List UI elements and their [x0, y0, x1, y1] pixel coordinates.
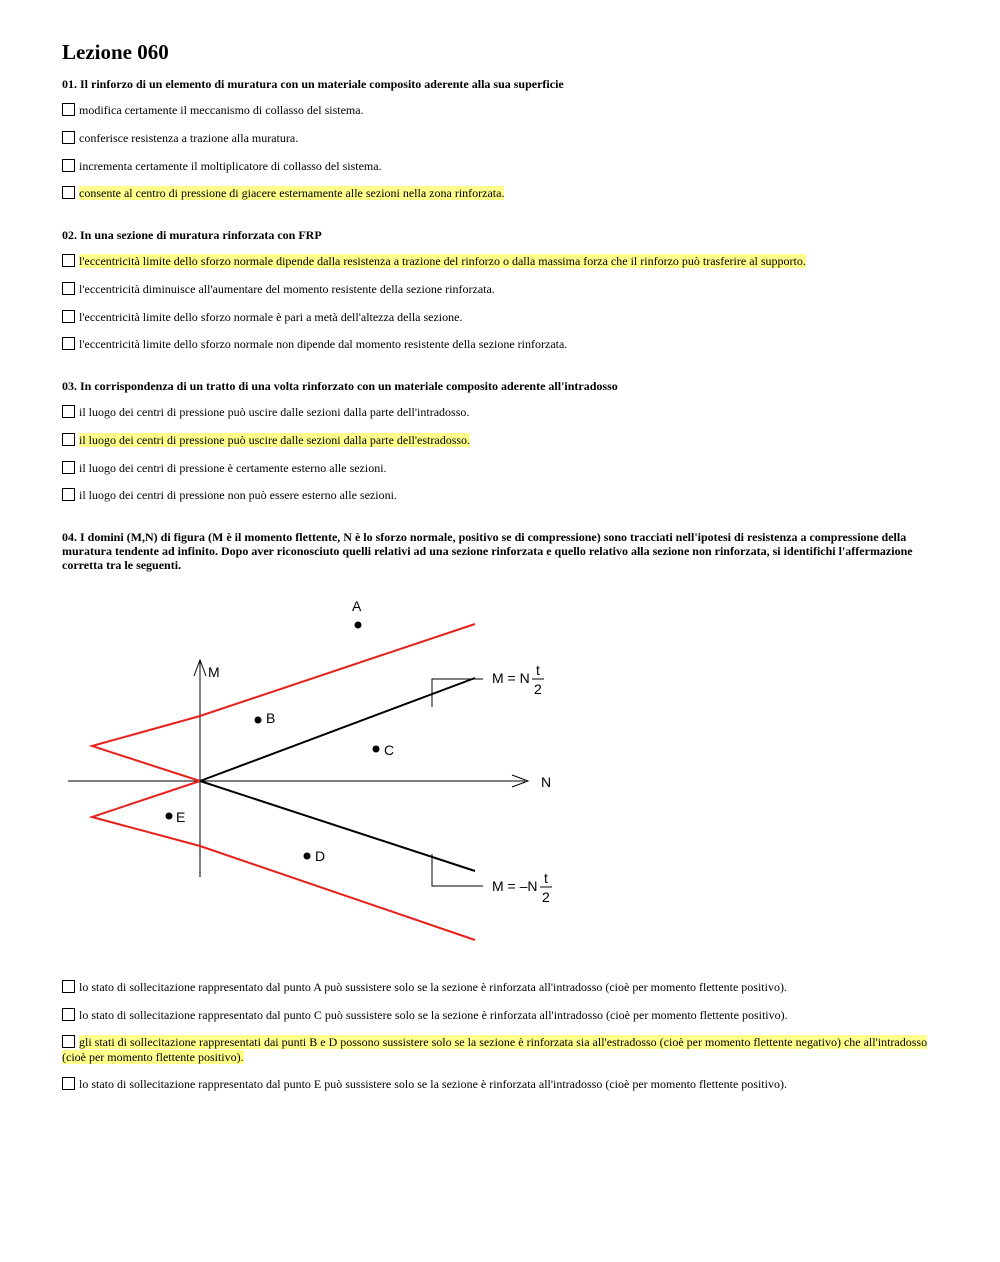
- q2-option-4[interactable]: [62, 337, 942, 352]
- unreinforced-lower-line: [200, 781, 475, 871]
- point-d-dot: [304, 853, 311, 860]
- option-text: l'eccentricità limite dello sforzo normale è pari a metà dell'altezza della sezione.: [79, 310, 463, 324]
- checkbox[interactable]: [62, 980, 75, 993]
- checkbox[interactable]: [62, 103, 75, 116]
- question-2-text: 02. In una sezione di muratura rinforzata con FRP: [62, 228, 322, 242]
- checkbox[interactable]: [62, 159, 75, 172]
- correct-answer-highlight: il luogo dei centri di pressione può uscire dalle sezioni dalla parte dell'estradosso.: [79, 433, 471, 447]
- upper-label-leader: [432, 679, 483, 707]
- option-text: incrementa certamente il moltiplicatore di collasso del sistema.: [79, 159, 382, 173]
- checkbox[interactable]: [62, 254, 75, 267]
- upper-line-equation: M = N: [492, 670, 530, 686]
- option-text: il luogo dei centri di pressione non può essere esterno alle sezioni.: [79, 488, 397, 502]
- checkbox[interactable]: [62, 337, 75, 350]
- lower-line-equation: M = –N: [492, 878, 538, 894]
- option-text: [62, 1035, 942, 1065]
- n-axis-label: N: [541, 774, 552, 790]
- q4-option-3[interactable]: [62, 1035, 942, 1065]
- checkbox[interactable]: [62, 186, 75, 199]
- upper-fraction-den: 2: [534, 681, 542, 697]
- checkbox[interactable]: [62, 488, 75, 501]
- upper-fraction-num: t: [536, 662, 540, 678]
- q1-option-2[interactable]: [62, 131, 942, 146]
- option-text: l'eccentricità diminuisce all'aumentare del momento resistente della sezione rinforzata.: [79, 282, 495, 296]
- option-text: conferisce resistenza a trazione alla muratura.: [79, 131, 299, 145]
- checkbox[interactable]: [62, 131, 75, 144]
- q4-option-2[interactable]: [62, 1008, 942, 1023]
- point-e-dot: [166, 813, 173, 820]
- option-text: il luogo dei centri di pressione è certamente esterno alle sezioni.: [79, 461, 387, 475]
- checkbox[interactable]: [62, 1035, 75, 1048]
- question-3-text: 03. In corrispondenza di un tratto di una volta rinforzato con un materiale composito aderente all'intradosso: [62, 379, 618, 393]
- m-axis-label: M: [208, 664, 220, 680]
- checkbox[interactable]: [62, 461, 75, 474]
- q2-option-3[interactable]: [62, 310, 942, 325]
- option-text: [62, 254, 942, 269]
- checkbox[interactable]: [62, 405, 75, 418]
- q2-option-1[interactable]: [62, 254, 942, 269]
- q4-option-1[interactable]: [62, 980, 942, 995]
- option-text: lo stato di sollecitazione rappresentato dal punto C può sussistere solo se la sezione è rinforzata all'intradosso (cioè per momento flettente positivo).: [79, 1008, 788, 1022]
- lower-fraction-num: t: [544, 870, 548, 886]
- point-e-label: E: [176, 809, 186, 825]
- mn-domain-figure: [60, 590, 580, 950]
- point-d-label: D: [315, 848, 326, 864]
- checkbox[interactable]: [62, 310, 75, 323]
- point-c-label: C: [384, 742, 395, 758]
- reinforced-domain-upper: [92, 624, 475, 781]
- option-text: lo stato di sollecitazione rappresentato dal punto E può sussistere solo se la sezione è rinforzata all'intradosso (cioè per momento flettente positivo).: [79, 1077, 787, 1091]
- point-b-dot: [255, 717, 262, 724]
- point-a-label: A: [352, 598, 362, 614]
- q4-option-4[interactable]: [62, 1077, 942, 1092]
- q1-option-1[interactable]: [62, 103, 942, 118]
- q1-option-3[interactable]: [62, 159, 942, 174]
- lower-fraction-den: 2: [542, 889, 550, 905]
- point-b-label: B: [266, 710, 276, 726]
- q2-option-2[interactable]: [62, 282, 942, 297]
- reinforced-domain-lower: [92, 781, 475, 940]
- unreinforced-upper-line: [200, 678, 475, 781]
- correct-answer-highlight: gli stati di sollecitazione rappresentati dai punti B e D possono sussistere solo se la sezione è rinforzata sia all'estradosso (cioè per momento flettente negativo) che all'intradosso (cioè per momento flettente positivo).: [62, 1035, 928, 1064]
- q3-option-3[interactable]: [62, 461, 942, 476]
- correct-answer-highlight: l'eccentricità limite dello sforzo normale dipende dalla resistenza a trazione del rinforzo o dalla massima forza che il rinforzo può trasferire al supporto.: [79, 254, 806, 268]
- q1-option-4[interactable]: [62, 186, 942, 201]
- point-a-dot: [355, 622, 362, 629]
- option-text: l'eccentricità limite dello sforzo normale non dipende dal momento resistente della sezione rinforzata.: [79, 337, 568, 351]
- question-4-text: 04. I domini (M,N) di figura (M è il momento flettente, N è lo sforzo normale, positivo se di compressione) sono tracciati nell'ipotesi di resistenza a compressione della muratura tendente ad infinito. Dopo aver riconosciuto quelli relativi ad una sezione rinforzata e quello relativo alla sezione non rinforzata, si identifichi l'affermazione corretta tra le seguenti.: [62, 530, 913, 572]
- option-text: [62, 433, 942, 448]
- correct-answer-highlight: consente al centro di pressione di giacere esternamente alle sezioni nella zona rinforzata.: [79, 186, 505, 200]
- option-text: lo stato di sollecitazione rappresentato dal punto A può sussistere solo se la sezione è rinforzata all'intradosso (cioè per momento flettente positivo).: [79, 980, 787, 994]
- checkbox[interactable]: [62, 282, 75, 295]
- point-c-dot: [373, 746, 380, 753]
- checkbox[interactable]: [62, 433, 75, 446]
- question-1-text: 01. Il rinforzo di un elemento di muratura con un materiale composito aderente alla sua superficie: [62, 77, 564, 91]
- q3-option-2[interactable]: [62, 433, 942, 448]
- option-text: modifica certamente il meccanismo di collasso del sistema.: [79, 103, 364, 117]
- checkbox[interactable]: [62, 1008, 75, 1021]
- page-title: Lezione 060: [62, 40, 169, 64]
- q3-option-1[interactable]: [62, 405, 942, 420]
- q3-option-4[interactable]: [62, 488, 942, 503]
- option-text: il luogo dei centri di pressione può uscire dalle sezioni dalla parte dell'intradosso.: [79, 405, 470, 419]
- option-text: [62, 186, 942, 201]
- checkbox[interactable]: [62, 1077, 75, 1090]
